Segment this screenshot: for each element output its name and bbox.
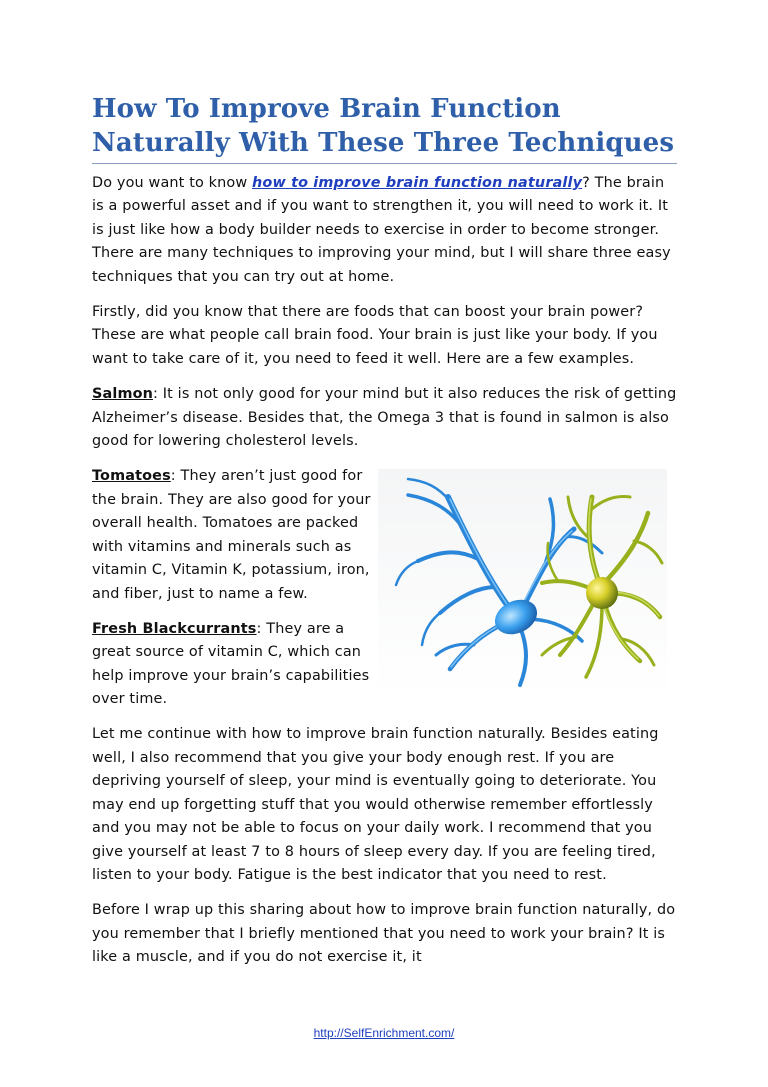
neuron-illustration <box>378 469 667 697</box>
article-title: How To Improve Brain Function Naturally With These Three Techniques <box>92 94 675 158</box>
food-description: : They are a great source of vitamin C, which can help improve your brain’s capabilities over time. <box>92 620 370 708</box>
foods-intro-paragraph: Firstly, did you know that there are foods that can boost your brain power? These are what people call brain food. Your brain is just like your body. If you want to take care of it, you need to feed it well. Here are a few examples. <box>92 304 658 367</box>
wrapped-food-list <box>92 465 374 711</box>
food-term: Tomatoes <box>92 468 171 485</box>
rest-paragraph: Let me continue with how to improve brain function naturally. Besides eating well, I also recommend that you give your body enough rest. If you are depriving yourself of sleep, your mind is eventually going to deteriorate. You may end up forgetting stuff that you would otherwise remember effortlessly and you may not be able to focus on your daily work. I recommend that you give yourself at least 7 to 8 hours of sleep every day. If you are feeling tired, listen to your body. Fatigue is the best indicator that you need to rest. <box>92 726 659 883</box>
food-description: : It is not only good for your mind but it also reduces the risk of getting Alzheimer’s disease. Besides that, the Omega 3 that is found in salmon is also good for lowering cholesterol levels. <box>92 386 677 450</box>
food-term: Fresh Blackcurrants <box>92 620 257 637</box>
exercise-paragraph: Before I wrap up this sharing about how to improve brain function naturally, do you remember that I briefly mentioned that you need to work your brain? It is like a muscle, and if you do not exercise it, it <box>92 902 676 966</box>
article-body <box>92 172 677 982</box>
title-divider <box>92 163 677 164</box>
intro-text-start: Do you want to know <box>92 175 253 191</box>
food-item-salmon <box>92 383 677 453</box>
food-item-tomatoes <box>92 465 374 605</box>
image-wrap-section <box>92 465 677 711</box>
intro-text-end: ? The brain is a powerful asset and if you want to strengthen it, you will need to work it. It is just like how a body builder needs to exercise in order to become stronger. There are many techniques to improving your mind, but I will share three easy techniques that you can try out at home. <box>92 175 671 285</box>
food-item-blackcurrants <box>92 618 374 712</box>
food-term: Salmon <box>92 386 154 403</box>
intro-paragraph <box>92 172 677 289</box>
footer-url-link[interactable]: http://SelfEnrichment.com/ <box>313 1026 455 1040</box>
food-description: : They aren’t just good for the brain. They are also good for your overall health. Tomatoes are packed with vitamins and minerals such as vitamin C, Vitamin K, potassium, iron, and fiber, just to name a few. <box>92 468 371 602</box>
brain-function-link[interactable]: how to improve brain function naturally <box>252 175 583 191</box>
